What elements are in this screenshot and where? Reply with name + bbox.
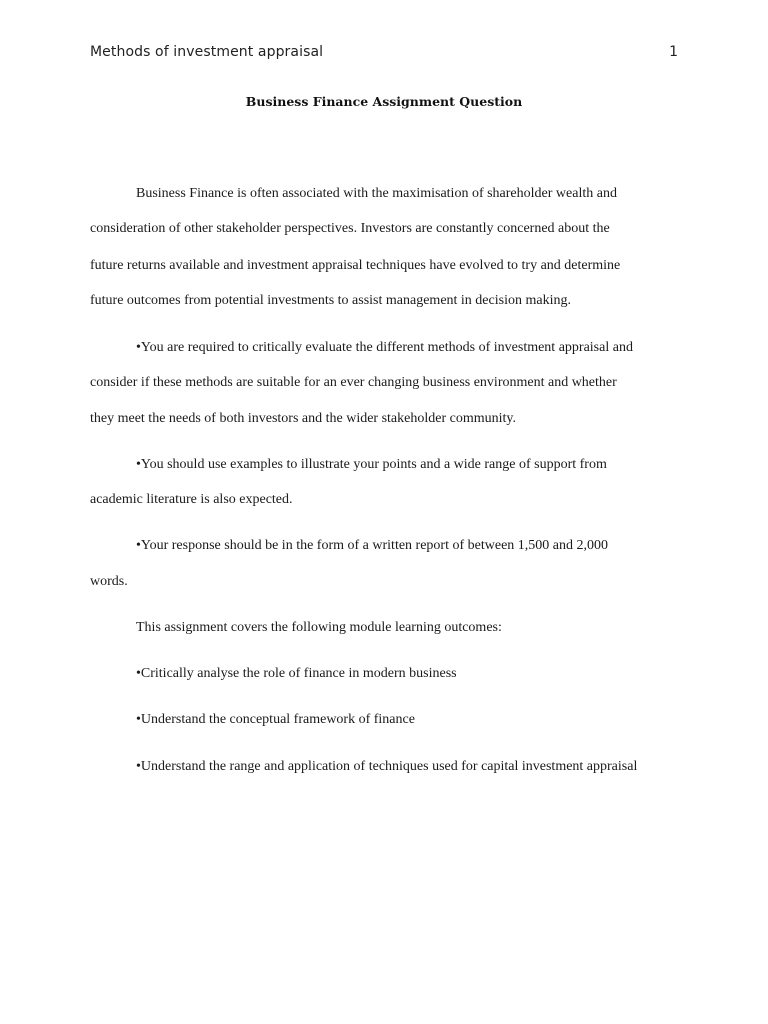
bullet-line: consider if these methods are suitable for an ever changing business environment and whether	[90, 375, 617, 390]
outcome-item: •Critically analyse the role of finance in modern business	[136, 666, 457, 681]
page-number: 1	[669, 44, 678, 60]
outcome-item: •Understand the range and application of techniques used for capital investment appraisal	[136, 759, 638, 774]
intro-line: future returns available and investment appraisal techniques have evolved to try and determine	[90, 258, 621, 273]
bullet-line: •You are required to critically evaluate the different methods of investment appraisal and	[136, 340, 633, 355]
bullet-line: they meet the needs of both investors and the wider stakeholder community.	[90, 411, 516, 426]
bullet-line: academic literature is also expected.	[90, 492, 293, 507]
intro-line: future outcomes from potential investments to assist management in decision making.	[90, 293, 571, 308]
bullet-line: words.	[90, 574, 128, 589]
document-title: Business Finance Assignment Question	[245, 94, 523, 109]
bullet-line: •Your response should be in the form of a written report of between 1,500 and 2,000	[136, 538, 608, 553]
outcomes-intro: This assignment covers the following module learning outcomes:	[136, 620, 502, 635]
running-header-title: Methods of investment appraisal	[90, 44, 324, 60]
bullet-line: •You should use examples to illustrate your points and a wide range of support from	[136, 457, 607, 472]
intro-line: consideration of other stakeholder perspectives. Investors are constantly concerned about the	[90, 221, 610, 236]
outcome-item: •Understand the conceptual framework of finance	[136, 712, 415, 727]
intro-line: Business Finance is often associated with the maximisation of shareholder wealth and	[136, 186, 617, 201]
